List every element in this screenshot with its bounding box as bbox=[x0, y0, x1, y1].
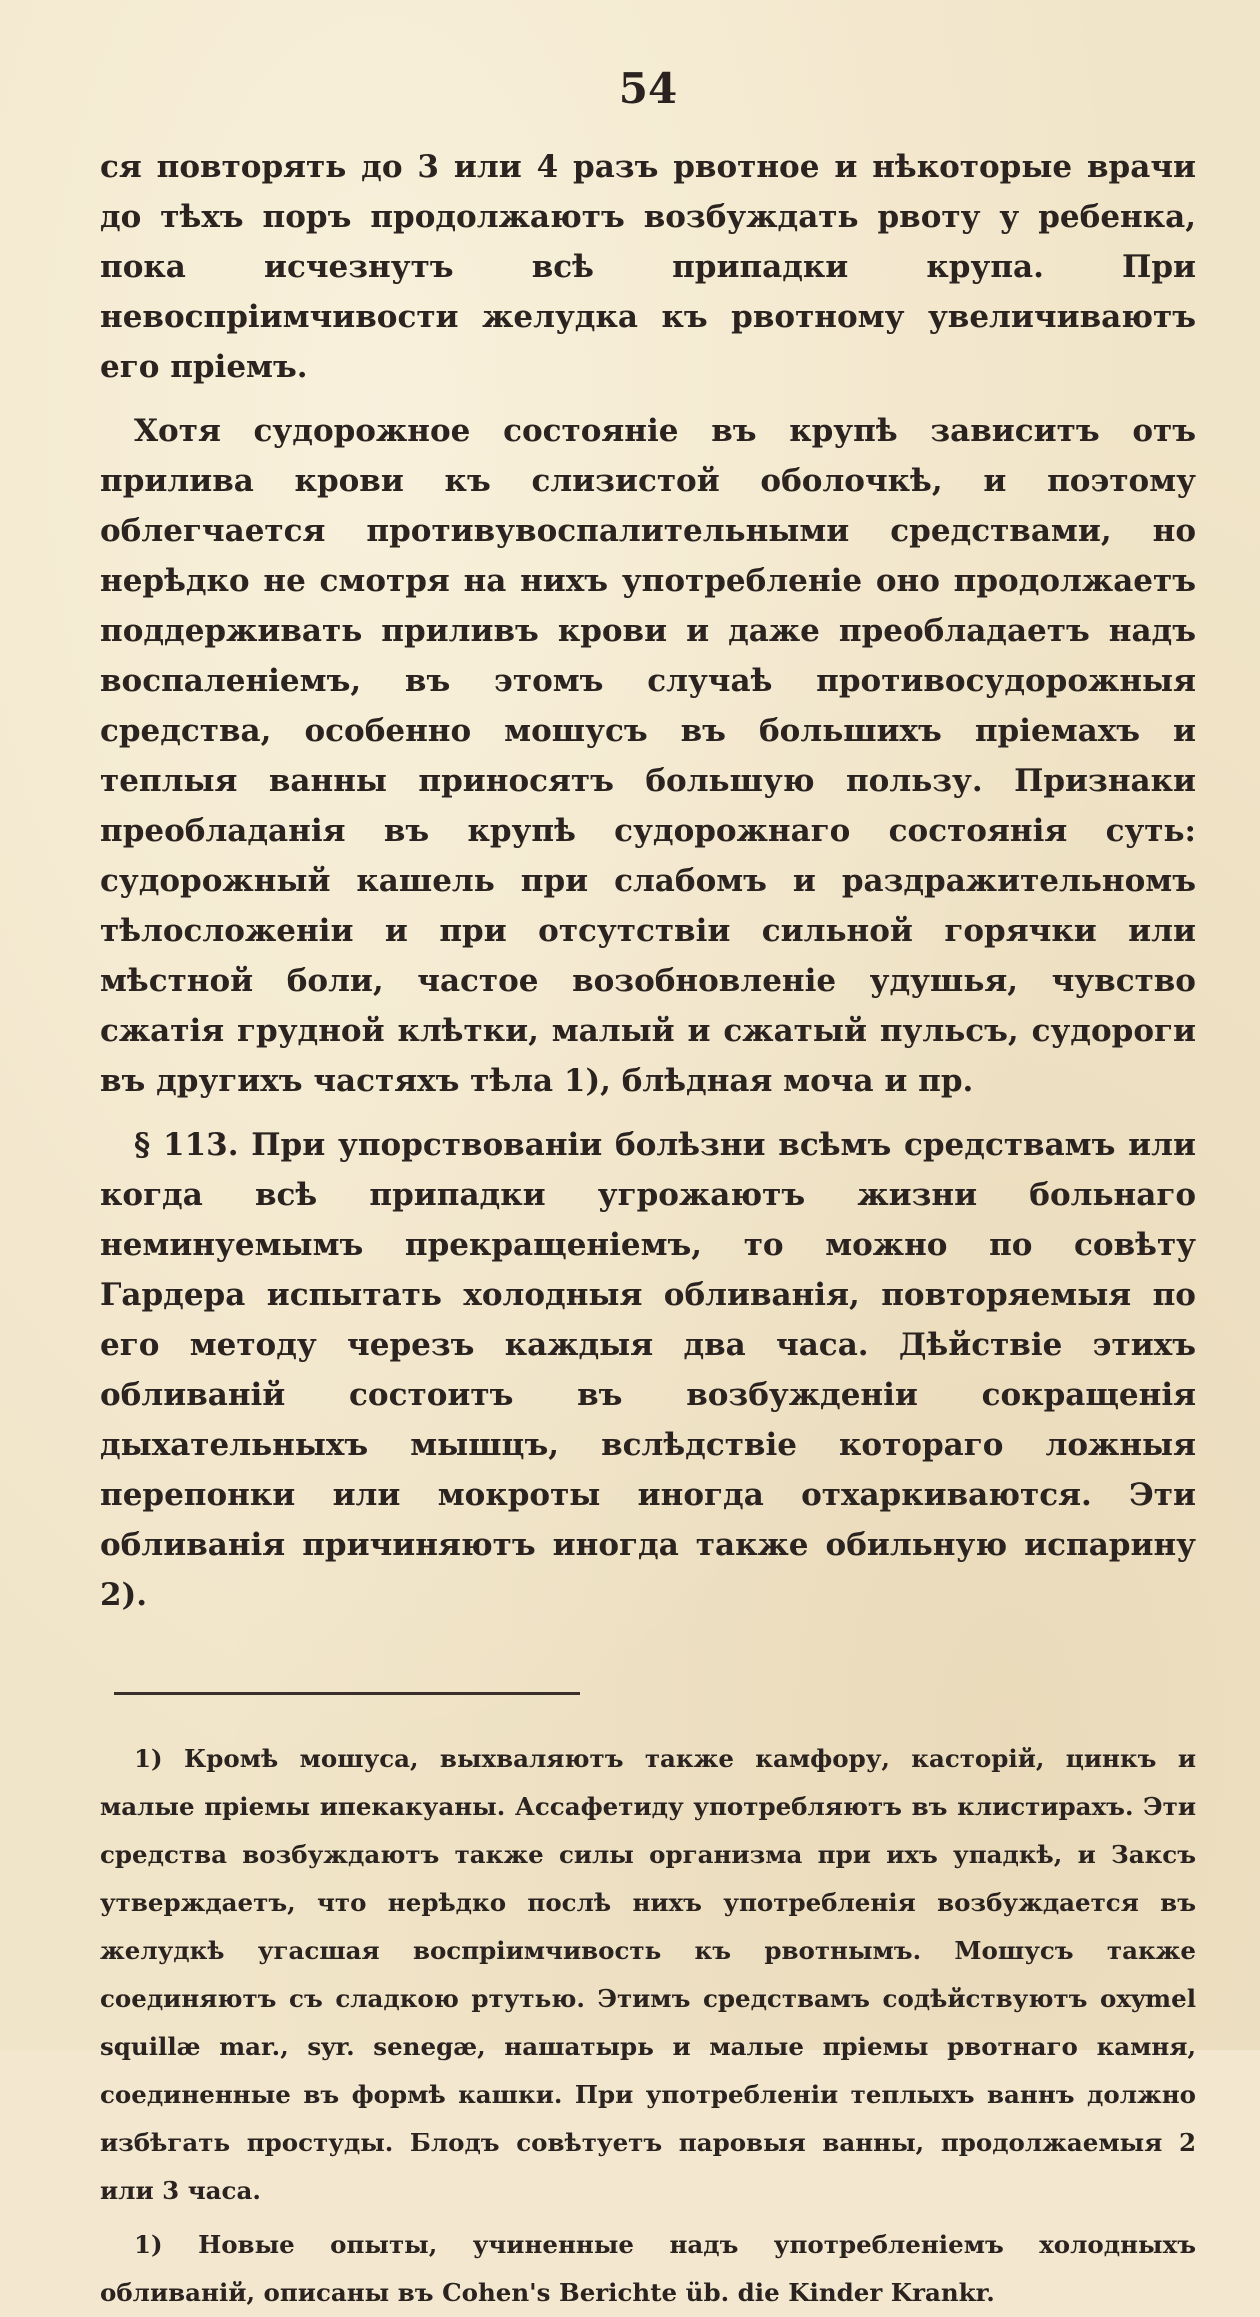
paragraph-continuation: ся повторять до 3 или 4 разъ рвотное и нѣкоторые врачи до тѣхъ поръ продолжаютъ возбуждать рвоту у ребенка, пока исчезнутъ всѣ припадки крупа. При невоспріимчивости желудка къ рвотному увеличиваютъ его пріемъ. bbox=[100, 149, 1196, 385]
main-text bbox=[100, 142, 1196, 1620]
paragraph-croup-spasm: Хотя судорожное состояніе въ крупѣ зависитъ отъ прилива крови къ слизистой оболочкѣ, и поэтому облегчается противувоспалительными средствами, но нерѣдко не смотря на нихъ употребленіе оно продолжаетъ поддерживать приливъ крови и даже преобладаетъ надъ воспаленіемъ, въ этомъ случаѣ противосудорожныя средства, особенно мошусъ въ большихъ пріемахъ и теплыя ванны приносятъ большую пользу. Признаки преобладанія въ крупѣ судорожнаго состоянія суть: судорожный кашель при слабомъ и раздражительномъ тѣлосложеніи и при отсутствіи сильной горячки или мѣстной боли, частое возобновленіе удушья, чувство сжатія грудной клѣтки, малый и сжатый пульсъ, судороги въ другихъ частяхъ тѣла 1), блѣдная моча и пр. bbox=[100, 413, 1196, 1099]
page-number: 54 bbox=[618, 64, 678, 113]
footnote-2: 1) Новые опыты, учиненные надъ употребленіемъ холодныхъ обливаній, описаны въ Cohen's Berichte üb. die Kinder Krankr. bbox=[100, 2230, 1196, 2307]
footnotes bbox=[100, 1735, 1196, 2317]
paragraph-section-113: § 113. При упорствованіи болѣзни всѣмъ средствамъ или когда всѣ припадки угрожаютъ жизни больнаго неминуемымъ прекращеніемъ, то можно по совѣту Гардера испытать холодныя обливанія, повторяемыя по его методу черезъ каждыя два часа. Дѣйствіе этихъ обливаній состоитъ въ возбужденіи сокращенія дыхательныхъ мышцъ, вслѣдствіе котораго ложныя перепонки или мокроты иногда отхаркиваются. Эти обливанія причиняютъ иногда также обильную испарину 2). bbox=[100, 1127, 1196, 1613]
footnote-divider bbox=[114, 1692, 580, 1695]
footnote-1: 1) Кромѣ мошуса, выхваляютъ также камфору, касторій, цинкъ и малые пріемы ипекакуаны. Ассафетиду употребляютъ въ клистирахъ. Эти средства возбуждаютъ также силы организма при ихъ упадкѣ, и Заксъ утверждаетъ, что нерѣдко послѣ нихъ употребленія возбуждается въ желудкѣ угасшая воспріимчивость къ рвотнымъ. Мошусъ также соединяютъ съ сладкою ртутью. Этимъ средствамъ содѣйствуютъ oxymel squillæ mar., syr. senegæ, нашатырь и малые пріемы рвотнаго камня, соединенные въ формѣ кашки. При употребленіи теплыхъ ваннъ должно избѣгать простуды. Блодъ совѣтуетъ паровыя ванны, продолжаемыя 2 или 3 часа. bbox=[100, 1744, 1196, 2205]
